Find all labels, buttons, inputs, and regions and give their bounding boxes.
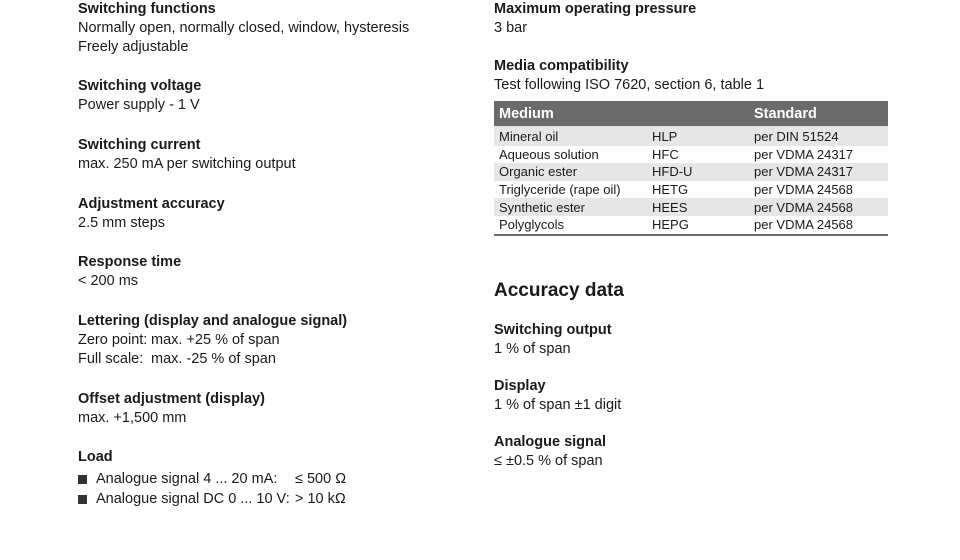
load-item-value: > 10 kΩ <box>295 491 346 507</box>
load-item <box>78 469 346 489</box>
switching-functions-section <box>78 0 409 57</box>
analogue-signal-heading: Analogue signal <box>494 434 606 450</box>
switching-current-value: max. 250 mA per switching output <box>78 156 296 172</box>
switching-voltage-value: Power supply - 1 V <box>78 97 200 113</box>
adjustment-accuracy-section <box>78 195 225 233</box>
table-cell-medium: Synthetic ester <box>494 198 647 216</box>
table-cell-standard: per VDMA 24568 <box>754 217 854 233</box>
full-scale-label: Full scale: <box>78 351 144 367</box>
media-table <box>494 101 888 236</box>
switching-output-value: 1 % of span <box>494 341 571 357</box>
load-heading: Load <box>78 449 113 465</box>
table-cell-medium: Triglyceride (rape oil) <box>499 182 621 198</box>
table-cell-medium: Aqueous solution <box>499 146 599 162</box>
load-section <box>78 448 346 509</box>
zero-point-value: max. +25 % of span <box>151 332 280 348</box>
switching-voltage-heading: Switching voltage <box>78 78 202 94</box>
lettering-zero-point <box>78 331 347 350</box>
load-item-value: ≤ 500 Ω <box>295 471 347 487</box>
accuracy-data-heading: Accuracy data <box>494 280 624 301</box>
table-cell-code: HLP <box>647 126 749 146</box>
lettering-full-scale <box>78 350 347 369</box>
switching-current-heading: Switching current <box>78 137 201 153</box>
zero-point-label: Zero point: <box>78 332 148 348</box>
response-time-heading: Response time <box>78 254 182 270</box>
offset-adjustment-section <box>78 390 265 428</box>
switching-functions-line-2: Freely adjustable <box>78 39 189 55</box>
switching-voltage-section <box>78 77 201 115</box>
lettering-heading: Lettering (display and analogue signal) <box>78 313 348 329</box>
analogue-signal-section <box>494 433 606 471</box>
display-value: 1 % of span ±1 digit <box>494 397 622 413</box>
offset-adjustment-value: max. +1,500 mm <box>78 410 187 426</box>
analogue-signal-value: ≤ ±0.5 % of span <box>494 453 603 469</box>
table-cell-standard: per VDMA 24317 <box>754 146 854 162</box>
table-row <box>494 126 888 146</box>
switching-functions-line-1: Normally open, normally closed, window, hysteresis <box>78 20 410 36</box>
load-item-label: Analogue signal 4 ... 20 mA: <box>96 471 278 487</box>
bullet-square-icon <box>78 495 87 504</box>
switching-current-section <box>78 136 296 174</box>
full-scale-value: max. -25 % of span <box>151 351 276 367</box>
table-cell-medium: Polyglycols <box>499 217 565 233</box>
max-pressure-value: 3 bar <box>494 20 528 36</box>
lettering-section <box>78 312 347 369</box>
table-row <box>494 198 888 216</box>
media-table-header-medium: Medium <box>494 101 647 126</box>
response-time-section <box>78 253 181 291</box>
table-cell-medium: Organic ester <box>494 163 647 181</box>
table-row <box>494 216 888 235</box>
max-pressure-heading: Maximum operating pressure <box>494 1 697 17</box>
table-cell-code: HEPG <box>652 217 689 233</box>
load-item-label: Analogue signal DC 0 ... 10 V: <box>96 491 290 507</box>
table-row <box>494 163 888 181</box>
bullet-square-icon <box>78 475 87 484</box>
table-cell-code: HFD-U <box>647 163 749 181</box>
table-cell-standard: per VDMA 24568 <box>749 198 888 216</box>
table-row <box>494 181 888 199</box>
display-heading: Display <box>494 378 546 394</box>
table-cell-standard: per DIN 51524 <box>749 126 888 146</box>
media-compatibility-section <box>494 57 764 95</box>
max-pressure-section <box>494 0 696 38</box>
table-cell-standard: per VDMA 24568 <box>754 182 854 198</box>
display-section <box>494 377 621 415</box>
table-cell-standard: per VDMA 24317 <box>749 163 888 181</box>
table-cell-code: HFC <box>652 146 679 162</box>
media-compatibility-heading: Media compatibility <box>494 58 629 74</box>
table-cell-code: HETG <box>652 182 689 198</box>
switching-functions-heading: Switching functions <box>78 1 216 17</box>
switching-output-heading: Switching output <box>494 322 612 338</box>
response-time-value: < 200 ms <box>78 273 139 289</box>
switching-output-section <box>494 321 612 359</box>
table-cell-medium: Mineral oil <box>494 126 647 146</box>
media-table-header-code <box>647 101 749 126</box>
accuracy-data-title <box>494 279 624 303</box>
offset-adjustment-heading: Offset adjustment (display) <box>78 391 265 407</box>
adjustment-accuracy-value: 2.5 mm steps <box>78 215 166 231</box>
media-table-header-row <box>494 101 888 126</box>
adjustment-accuracy-heading: Adjustment accuracy <box>78 196 225 212</box>
table-row <box>494 146 888 164</box>
media-compatibility-value: Test following ISO 7620, section 6, table 1 <box>494 77 765 93</box>
load-item <box>78 489 346 509</box>
media-table-header-standard: Standard <box>749 101 888 126</box>
table-cell-code: HEES <box>647 198 749 216</box>
